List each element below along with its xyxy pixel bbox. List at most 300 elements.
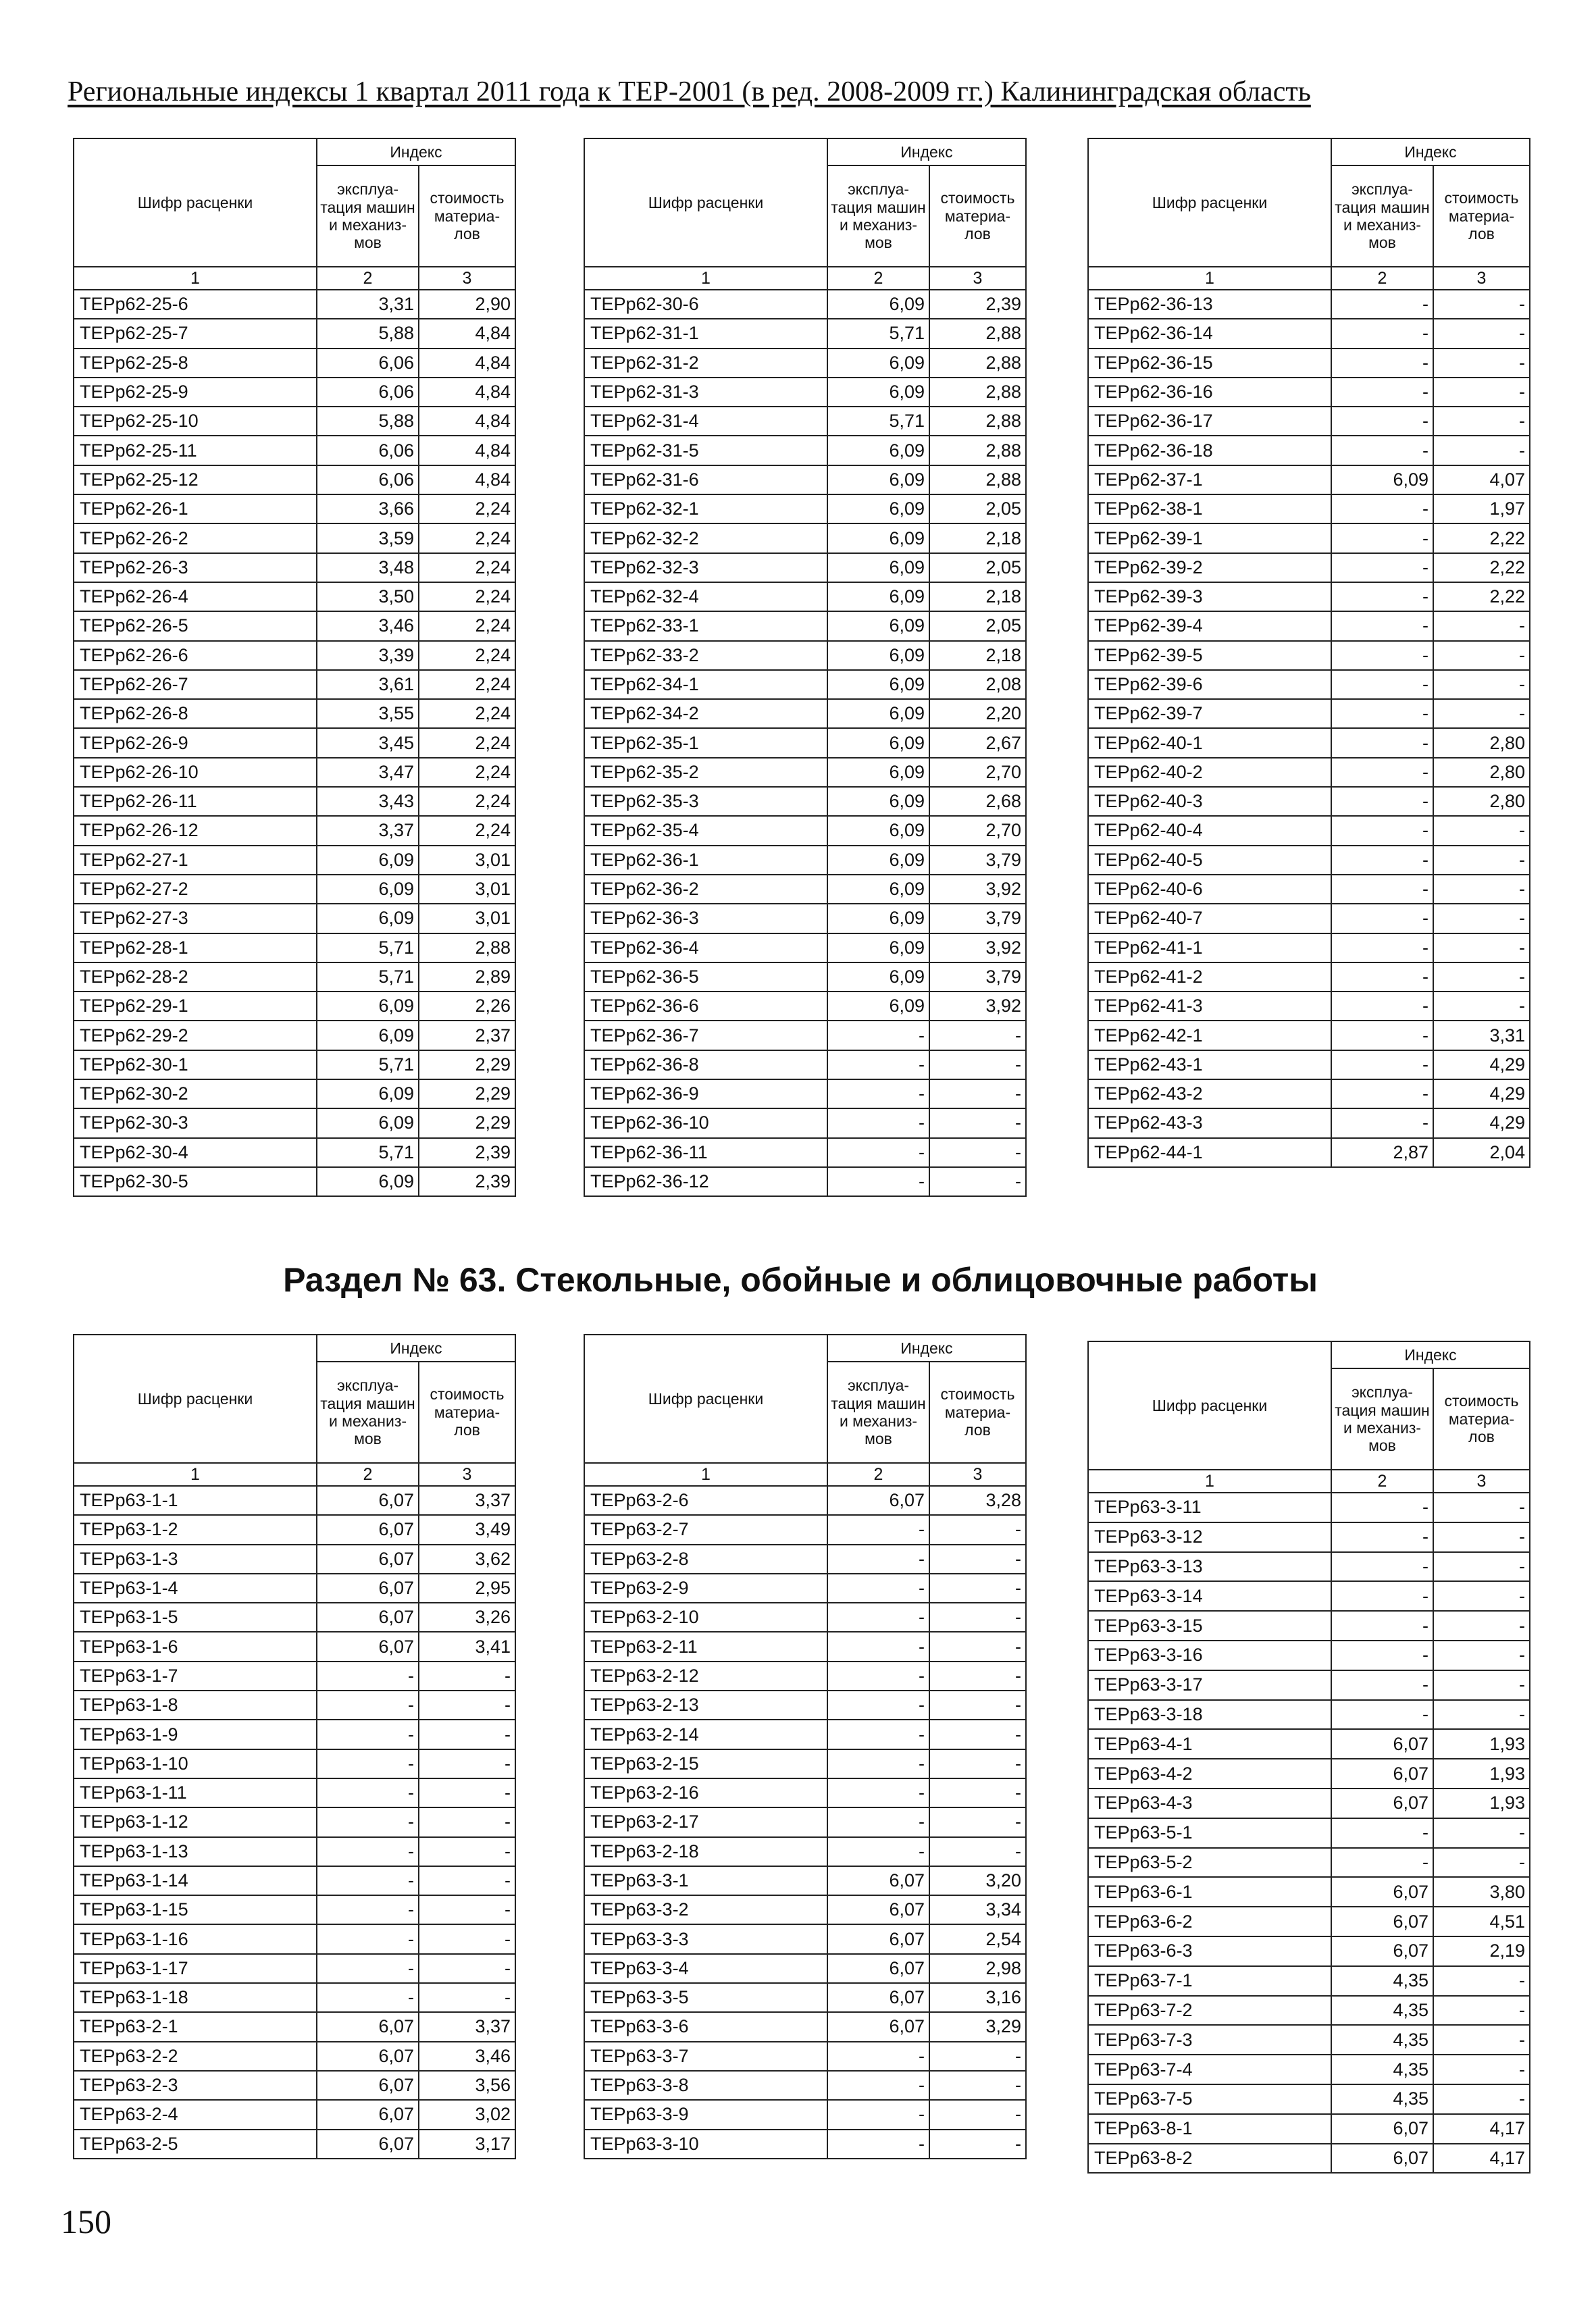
material-index: - bbox=[1433, 933, 1530, 962]
table-row bbox=[584, 1167, 1026, 1196]
rate-code: ТЕРр62-25-9 bbox=[74, 378, 317, 407]
rate-code: ТЕРр63-2-6 bbox=[584, 1486, 827, 1515]
table-row bbox=[1088, 611, 1530, 640]
machine-index: 6,07 bbox=[317, 2071, 419, 2100]
machine-index: - bbox=[827, 1691, 929, 1720]
table-row bbox=[584, 1574, 1026, 1603]
table-row bbox=[1088, 2114, 1530, 2144]
machine-index: 6,09 bbox=[317, 875, 419, 904]
rate-code: ТЕРр63-7-4 bbox=[1088, 2055, 1331, 2084]
rate-code: ТЕРр63-3-9 bbox=[584, 2100, 827, 2129]
table-row bbox=[74, 1632, 515, 1661]
rate-code: ТЕРр62-35-2 bbox=[584, 758, 827, 787]
material-index: 2,39 bbox=[929, 290, 1026, 319]
material-index: - bbox=[1433, 1670, 1530, 1700]
rate-code: ТЕРр62-26-7 bbox=[74, 670, 317, 699]
table-row bbox=[584, 699, 1026, 728]
machine-index: 6,07 bbox=[827, 1866, 929, 1895]
machine-index: 6,07 bbox=[827, 2012, 929, 2041]
header-machine-cost: эксплуа-тация машин и механиз-мов bbox=[827, 165, 929, 267]
rate-code: ТЕРр63-3-13 bbox=[1088, 1552, 1331, 1582]
table-row bbox=[1088, 2055, 1530, 2084]
table-row bbox=[584, 670, 1026, 699]
material-index: 1,93 bbox=[1433, 1789, 1530, 1818]
table-row bbox=[584, 523, 1026, 552]
table-row bbox=[584, 1954, 1026, 1983]
machine-index: - bbox=[1331, 1021, 1433, 1050]
machine-index: 6,09 bbox=[317, 1108, 419, 1137]
rate-code: ТЕРр62-26-1 bbox=[74, 494, 317, 523]
column-number: 1 bbox=[584, 267, 827, 290]
machine-index: 6,09 bbox=[1331, 465, 1433, 494]
table-row bbox=[1088, 1108, 1530, 1137]
table-row bbox=[74, 1866, 515, 1895]
header-machine-cost: эксплуа-тация машин и механиз-мов bbox=[1331, 165, 1433, 267]
material-index: 2,04 bbox=[1433, 1138, 1530, 1167]
machine-index: - bbox=[827, 1574, 929, 1603]
machine-index: - bbox=[1331, 728, 1433, 757]
machine-index: 5,88 bbox=[317, 407, 419, 436]
rate-code: ТЕРр62-26-2 bbox=[74, 523, 317, 552]
machine-index: 3,31 bbox=[317, 290, 419, 319]
material-index: 4,84 bbox=[419, 407, 515, 436]
machine-index: - bbox=[827, 1778, 929, 1807]
material-index: 2,22 bbox=[1433, 553, 1530, 582]
material-index: 3,80 bbox=[1433, 1877, 1530, 1907]
header-material-cost: стоимость материа-лов bbox=[1433, 165, 1530, 267]
table-row bbox=[1088, 2144, 1530, 2174]
material-index: - bbox=[1433, 611, 1530, 640]
machine-index: - bbox=[827, 1079, 929, 1108]
rate-code: ТЕРр62-41-1 bbox=[1088, 933, 1331, 962]
material-index: - bbox=[1433, 1818, 1530, 1848]
rate-code: ТЕРр63-4-3 bbox=[1088, 1789, 1331, 1818]
column-number: 1 bbox=[1088, 1470, 1331, 1493]
material-index: 4,29 bbox=[1433, 1050, 1530, 1079]
rate-code: ТЕРр62-36-18 bbox=[1088, 436, 1331, 465]
rate-code: ТЕРр62-29-2 bbox=[74, 1021, 317, 1050]
header-material-cost: стоимость материа-лов bbox=[419, 1362, 515, 1463]
machine-index: 6,09 bbox=[827, 349, 929, 378]
machine-index: 6,09 bbox=[827, 816, 929, 845]
rate-code: ТЕРр62-28-1 bbox=[74, 933, 317, 962]
machine-index: 6,09 bbox=[827, 992, 929, 1021]
table-row bbox=[1088, 758, 1530, 787]
rate-code: ТЕРр62-36-12 bbox=[584, 1167, 827, 1196]
machine-index: - bbox=[317, 1837, 419, 1866]
machine-index: - bbox=[1331, 1670, 1433, 1700]
table-row bbox=[1088, 641, 1530, 670]
material-index: - bbox=[1433, 962, 1530, 992]
table-row bbox=[74, 846, 515, 875]
machine-index: - bbox=[827, 1050, 929, 1079]
rate-code: ТЕРр62-25-11 bbox=[74, 436, 317, 465]
material-index: 2,26 bbox=[419, 992, 515, 1021]
table-row bbox=[74, 1545, 515, 1574]
header-machine-cost: эксплуа-тация машин и механиз-мов bbox=[317, 165, 419, 267]
material-index: - bbox=[929, 1108, 1026, 1137]
machine-index: - bbox=[1331, 1700, 1433, 1730]
rate-code: ТЕРр63-5-2 bbox=[1088, 1848, 1331, 1878]
material-index: 4,84 bbox=[419, 465, 515, 494]
rate-code: ТЕРр62-26-5 bbox=[74, 611, 317, 640]
rate-code: ТЕРр63-2-12 bbox=[584, 1662, 827, 1691]
table-row bbox=[584, 1691, 1026, 1720]
table-row bbox=[1088, 962, 1530, 992]
rate-code: ТЕРр62-35-4 bbox=[584, 816, 827, 845]
table-row bbox=[74, 290, 515, 319]
rate-code: ТЕРр63-3-8 bbox=[584, 2071, 827, 2100]
rate-code: ТЕРр63-1-4 bbox=[74, 1574, 317, 1603]
table-row bbox=[74, 1108, 515, 1137]
material-index: - bbox=[929, 1574, 1026, 1603]
index-table bbox=[584, 138, 1027, 1197]
material-index: 2,80 bbox=[1433, 787, 1530, 816]
column-number: 2 bbox=[827, 1463, 929, 1486]
table-row bbox=[584, 1603, 1026, 1632]
index-table bbox=[73, 138, 516, 1197]
rate-code: ТЕРр62-35-1 bbox=[584, 728, 827, 757]
material-index: - bbox=[1433, 2084, 1530, 2114]
material-index: 3,79 bbox=[929, 962, 1026, 992]
table-row bbox=[74, 523, 515, 552]
header-code: Шифр расценки bbox=[584, 138, 827, 267]
table-row bbox=[74, 904, 515, 933]
table-row bbox=[74, 1603, 515, 1632]
rate-code: ТЕРр62-31-5 bbox=[584, 436, 827, 465]
rate-code: ТЕРр62-36-7 bbox=[584, 1021, 827, 1050]
material-index: - bbox=[419, 1924, 515, 1953]
material-index: 3,29 bbox=[929, 2012, 1026, 2041]
table-row bbox=[74, 641, 515, 670]
table-row bbox=[74, 1954, 515, 1983]
table-row bbox=[1088, 1670, 1530, 1700]
rate-code: ТЕРр62-36-11 bbox=[584, 1138, 827, 1167]
table-row bbox=[584, 1924, 1026, 1953]
rate-code: ТЕРр62-39-6 bbox=[1088, 670, 1331, 699]
material-index: 2,80 bbox=[1433, 728, 1530, 757]
material-index: - bbox=[1433, 1700, 1530, 1730]
material-index: - bbox=[1433, 846, 1530, 875]
table-row bbox=[584, 933, 1026, 962]
material-index: - bbox=[1433, 319, 1530, 348]
machine-index: - bbox=[1331, 349, 1433, 378]
rate-code: ТЕРр62-36-13 bbox=[1088, 290, 1331, 319]
material-index: 2,24 bbox=[419, 611, 515, 640]
machine-index: - bbox=[827, 1837, 929, 1866]
machine-index: 6,09 bbox=[827, 494, 929, 523]
column-number: 2 bbox=[317, 267, 419, 290]
rate-code: ТЕРр62-43-2 bbox=[1088, 1079, 1331, 1108]
table-row bbox=[1088, 349, 1530, 378]
material-index: 2,89 bbox=[419, 962, 515, 992]
material-index: 2,70 bbox=[929, 816, 1026, 845]
table-row bbox=[584, 787, 1026, 816]
material-index: 3,31 bbox=[1433, 1021, 1530, 1050]
table-row bbox=[584, 319, 1026, 348]
header-index: Индекс bbox=[317, 1335, 515, 1362]
machine-index: - bbox=[1331, 523, 1433, 552]
machine-index: 6,07 bbox=[317, 1574, 419, 1603]
column-number: 2 bbox=[1331, 267, 1433, 290]
machine-index: 6,09 bbox=[827, 846, 929, 875]
table-row bbox=[74, 787, 515, 816]
index-table bbox=[73, 1334, 516, 2159]
rate-code: ТЕРр62-36-9 bbox=[584, 1079, 827, 1108]
machine-index: 6,06 bbox=[317, 436, 419, 465]
material-index: - bbox=[1433, 1522, 1530, 1552]
table-row bbox=[584, 1807, 1026, 1836]
rate-code: ТЕРр62-36-10 bbox=[584, 1108, 827, 1137]
table-row bbox=[1088, 465, 1530, 494]
table-row bbox=[584, 1749, 1026, 1778]
material-index: - bbox=[1433, 641, 1530, 670]
column-number: 3 bbox=[419, 267, 515, 290]
machine-index: 6,07 bbox=[1331, 1936, 1433, 1966]
rate-code: ТЕРр62-25-8 bbox=[74, 349, 317, 378]
rate-code: ТЕРр63-1-17 bbox=[74, 1954, 317, 1983]
material-index: - bbox=[929, 1545, 1026, 1574]
table-row bbox=[584, 1079, 1026, 1108]
material-index: - bbox=[419, 1954, 515, 1983]
table-row bbox=[74, 494, 515, 523]
table-row bbox=[74, 1574, 515, 1603]
machine-index: 3,37 bbox=[317, 816, 419, 845]
material-index: 4,84 bbox=[419, 319, 515, 348]
machine-index: 3,43 bbox=[317, 787, 419, 816]
rate-code: ТЕРр62-26-9 bbox=[74, 728, 317, 757]
page-number: 150 bbox=[61, 2203, 111, 2240]
material-index: 2,88 bbox=[929, 349, 1026, 378]
material-index: 3,92 bbox=[929, 933, 1026, 962]
machine-index: 6,09 bbox=[317, 846, 419, 875]
machine-index: - bbox=[1331, 1522, 1433, 1552]
material-index: 2,24 bbox=[419, 728, 515, 757]
rate-code: ТЕРр62-30-1 bbox=[74, 1050, 317, 1079]
table-row bbox=[1088, 1050, 1530, 1079]
table-row bbox=[74, 553, 515, 582]
rate-code: ТЕРр62-36-16 bbox=[1088, 378, 1331, 407]
rate-code: ТЕРр62-30-3 bbox=[74, 1108, 317, 1137]
rate-code: ТЕРр63-3-6 bbox=[584, 2012, 827, 2041]
table-row bbox=[74, 319, 515, 348]
table-row bbox=[584, 1895, 1026, 1924]
material-index: - bbox=[1433, 904, 1530, 933]
table-row bbox=[74, 1167, 515, 1196]
rate-code: ТЕРр63-1-8 bbox=[74, 1691, 317, 1720]
machine-index: 3,45 bbox=[317, 728, 419, 757]
material-index: 2,24 bbox=[419, 699, 515, 728]
material-index: 4,07 bbox=[1433, 465, 1530, 494]
material-index: 4,29 bbox=[1433, 1079, 1530, 1108]
machine-index: 6,06 bbox=[317, 349, 419, 378]
machine-index: - bbox=[1331, 1552, 1433, 1582]
rate-code: ТЕРр63-2-10 bbox=[584, 1603, 827, 1632]
material-index: 1,97 bbox=[1433, 494, 1530, 523]
header-code: Шифр расценки bbox=[74, 1335, 317, 1463]
material-index: - bbox=[929, 2100, 1026, 2129]
table-row bbox=[1088, 875, 1530, 904]
table-row bbox=[1088, 992, 1530, 1021]
table-row bbox=[584, 2012, 1026, 2041]
rate-code: ТЕРр62-37-1 bbox=[1088, 465, 1331, 494]
column-number: 3 bbox=[929, 267, 1026, 290]
machine-index: 3,55 bbox=[317, 699, 419, 728]
machine-index: - bbox=[1331, 1050, 1433, 1079]
rate-code: ТЕРр62-36-14 bbox=[1088, 319, 1331, 348]
material-index: 3,56 bbox=[419, 2071, 515, 2100]
machine-index: - bbox=[1331, 1641, 1433, 1670]
table-row bbox=[74, 1720, 515, 1749]
machine-index: 3,48 bbox=[317, 553, 419, 582]
rate-code: ТЕРр62-39-3 bbox=[1088, 582, 1331, 611]
table-row bbox=[74, 2100, 515, 2129]
table-row bbox=[1088, 1759, 1530, 1789]
table-row bbox=[584, 875, 1026, 904]
table-row bbox=[584, 582, 1026, 611]
material-index: 2,24 bbox=[419, 641, 515, 670]
index-table bbox=[584, 1334, 1027, 2159]
rate-code: ТЕРр62-36-3 bbox=[584, 904, 827, 933]
rate-code: ТЕРр63-3-1 bbox=[584, 1866, 827, 1895]
rate-code: ТЕРр62-41-2 bbox=[1088, 962, 1331, 992]
machine-index: 6,09 bbox=[317, 992, 419, 1021]
material-index: - bbox=[1433, 699, 1530, 728]
material-index: 4,17 bbox=[1433, 2114, 1530, 2144]
material-index: 2,24 bbox=[419, 670, 515, 699]
machine-index: - bbox=[1331, 378, 1433, 407]
machine-index: - bbox=[1331, 1079, 1433, 1108]
rate-code: ТЕРр62-30-5 bbox=[74, 1167, 317, 1196]
machine-index: 6,09 bbox=[317, 1167, 419, 1196]
rate-code: ТЕРр62-40-4 bbox=[1088, 816, 1331, 845]
rate-code: ТЕРр62-40-2 bbox=[1088, 758, 1331, 787]
material-index: 2,08 bbox=[929, 670, 1026, 699]
material-index: - bbox=[929, 1807, 1026, 1836]
section-title: Раздел № 63. Стекольные, обойные и облицовочные работы bbox=[283, 1261, 1318, 1299]
machine-index: - bbox=[827, 1662, 929, 1691]
column-number: 1 bbox=[74, 267, 317, 290]
rate-code: ТЕРр63-5-1 bbox=[1088, 1818, 1331, 1848]
machine-index: - bbox=[1331, 1848, 1433, 1878]
machine-index: 6,07 bbox=[827, 1924, 929, 1953]
machine-index: - bbox=[1331, 699, 1433, 728]
rate-code: ТЕРр63-1-7 bbox=[74, 1662, 317, 1691]
rate-code: ТЕРр62-26-8 bbox=[74, 699, 317, 728]
machine-index: - bbox=[827, 1021, 929, 1050]
rate-code: ТЕРр63-2-9 bbox=[584, 1574, 827, 1603]
table-row bbox=[1088, 1552, 1530, 1582]
table-row bbox=[74, 1691, 515, 1720]
header-machine-cost: эксплуа-тация машин и механиз-мов bbox=[317, 1362, 419, 1463]
machine-index: 6,09 bbox=[827, 670, 929, 699]
table-row bbox=[74, 1895, 515, 1924]
table-row bbox=[74, 933, 515, 962]
material-index: 3,20 bbox=[929, 1866, 1026, 1895]
table-row bbox=[584, 904, 1026, 933]
rate-code: ТЕРр62-36-4 bbox=[584, 933, 827, 962]
machine-index: 5,88 bbox=[317, 319, 419, 348]
material-index: 2,80 bbox=[1433, 758, 1530, 787]
table-row bbox=[584, 349, 1026, 378]
material-index: 2,24 bbox=[419, 582, 515, 611]
material-index: 2,20 bbox=[929, 699, 1026, 728]
material-index: - bbox=[1433, 1848, 1530, 1878]
machine-index: - bbox=[1331, 992, 1433, 1021]
machine-index: 6,09 bbox=[317, 1021, 419, 1050]
rate-code: ТЕРр63-6-1 bbox=[1088, 1877, 1331, 1907]
material-index: 2,05 bbox=[929, 553, 1026, 582]
rate-code: ТЕРр63-2-18 bbox=[584, 1837, 827, 1866]
table-row bbox=[584, 2042, 1026, 2071]
rate-code: ТЕРр63-1-16 bbox=[74, 1924, 317, 1953]
material-index: 3,17 bbox=[419, 2130, 515, 2159]
machine-index: 6,09 bbox=[827, 436, 929, 465]
machine-index: - bbox=[317, 1807, 419, 1836]
column-number: 3 bbox=[929, 1463, 1026, 1486]
material-index: - bbox=[929, 1632, 1026, 1661]
material-index: - bbox=[929, 1720, 1026, 1749]
rate-code: ТЕРр62-27-3 bbox=[74, 904, 317, 933]
index-table bbox=[1087, 1341, 1530, 2174]
table-row bbox=[74, 1079, 515, 1108]
rate-code: ТЕРр63-3-18 bbox=[1088, 1700, 1331, 1730]
table-row bbox=[584, 846, 1026, 875]
material-index: - bbox=[419, 1895, 515, 1924]
material-index: 2,68 bbox=[929, 787, 1026, 816]
rate-code: ТЕРр63-4-2 bbox=[1088, 1759, 1331, 1789]
machine-index: 6,09 bbox=[827, 465, 929, 494]
table-row bbox=[1088, 407, 1530, 436]
rate-code: ТЕРр63-1-18 bbox=[74, 1983, 317, 2012]
rate-code: ТЕРр63-2-2 bbox=[74, 2042, 317, 2071]
header-code: Шифр расценки bbox=[1088, 1341, 1331, 1470]
machine-index: 3,61 bbox=[317, 670, 419, 699]
machine-index: - bbox=[1331, 436, 1433, 465]
material-index: 2,88 bbox=[929, 436, 1026, 465]
machine-index: 6,09 bbox=[827, 875, 929, 904]
table-row bbox=[1088, 553, 1530, 582]
rate-code: ТЕРр62-33-2 bbox=[584, 641, 827, 670]
material-index: - bbox=[419, 1807, 515, 1836]
rate-code: ТЕРр63-2-7 bbox=[584, 1515, 827, 1544]
material-index: - bbox=[929, 1662, 1026, 1691]
machine-index: 6,07 bbox=[1331, 2144, 1433, 2174]
rate-code: ТЕРр63-2-5 bbox=[74, 2130, 317, 2159]
table-row bbox=[1088, 816, 1530, 845]
table-row bbox=[1088, 1996, 1530, 2026]
rate-code: ТЕРр62-40-6 bbox=[1088, 875, 1331, 904]
machine-index: 6,09 bbox=[827, 933, 929, 962]
header-index: Индекс bbox=[317, 138, 515, 165]
material-index: - bbox=[419, 1837, 515, 1866]
rate-code: ТЕРр62-35-3 bbox=[584, 787, 827, 816]
machine-index: - bbox=[827, 1138, 929, 1167]
machine-index: - bbox=[827, 2071, 929, 2100]
machine-index: - bbox=[827, 2042, 929, 2071]
machine-index: - bbox=[1331, 875, 1433, 904]
rate-code: ТЕРр63-1-1 bbox=[74, 1486, 317, 1515]
material-index: - bbox=[1433, 816, 1530, 845]
material-index: 2,70 bbox=[929, 758, 1026, 787]
machine-index: - bbox=[827, 2130, 929, 2159]
rate-code: ТЕРр63-1-12 bbox=[74, 1807, 317, 1836]
table-row bbox=[1088, 1522, 1530, 1552]
material-index: 2,88 bbox=[929, 319, 1026, 348]
table-row bbox=[1088, 1966, 1530, 1996]
column-number: 3 bbox=[1433, 1470, 1530, 1493]
machine-index: - bbox=[827, 1545, 929, 1574]
